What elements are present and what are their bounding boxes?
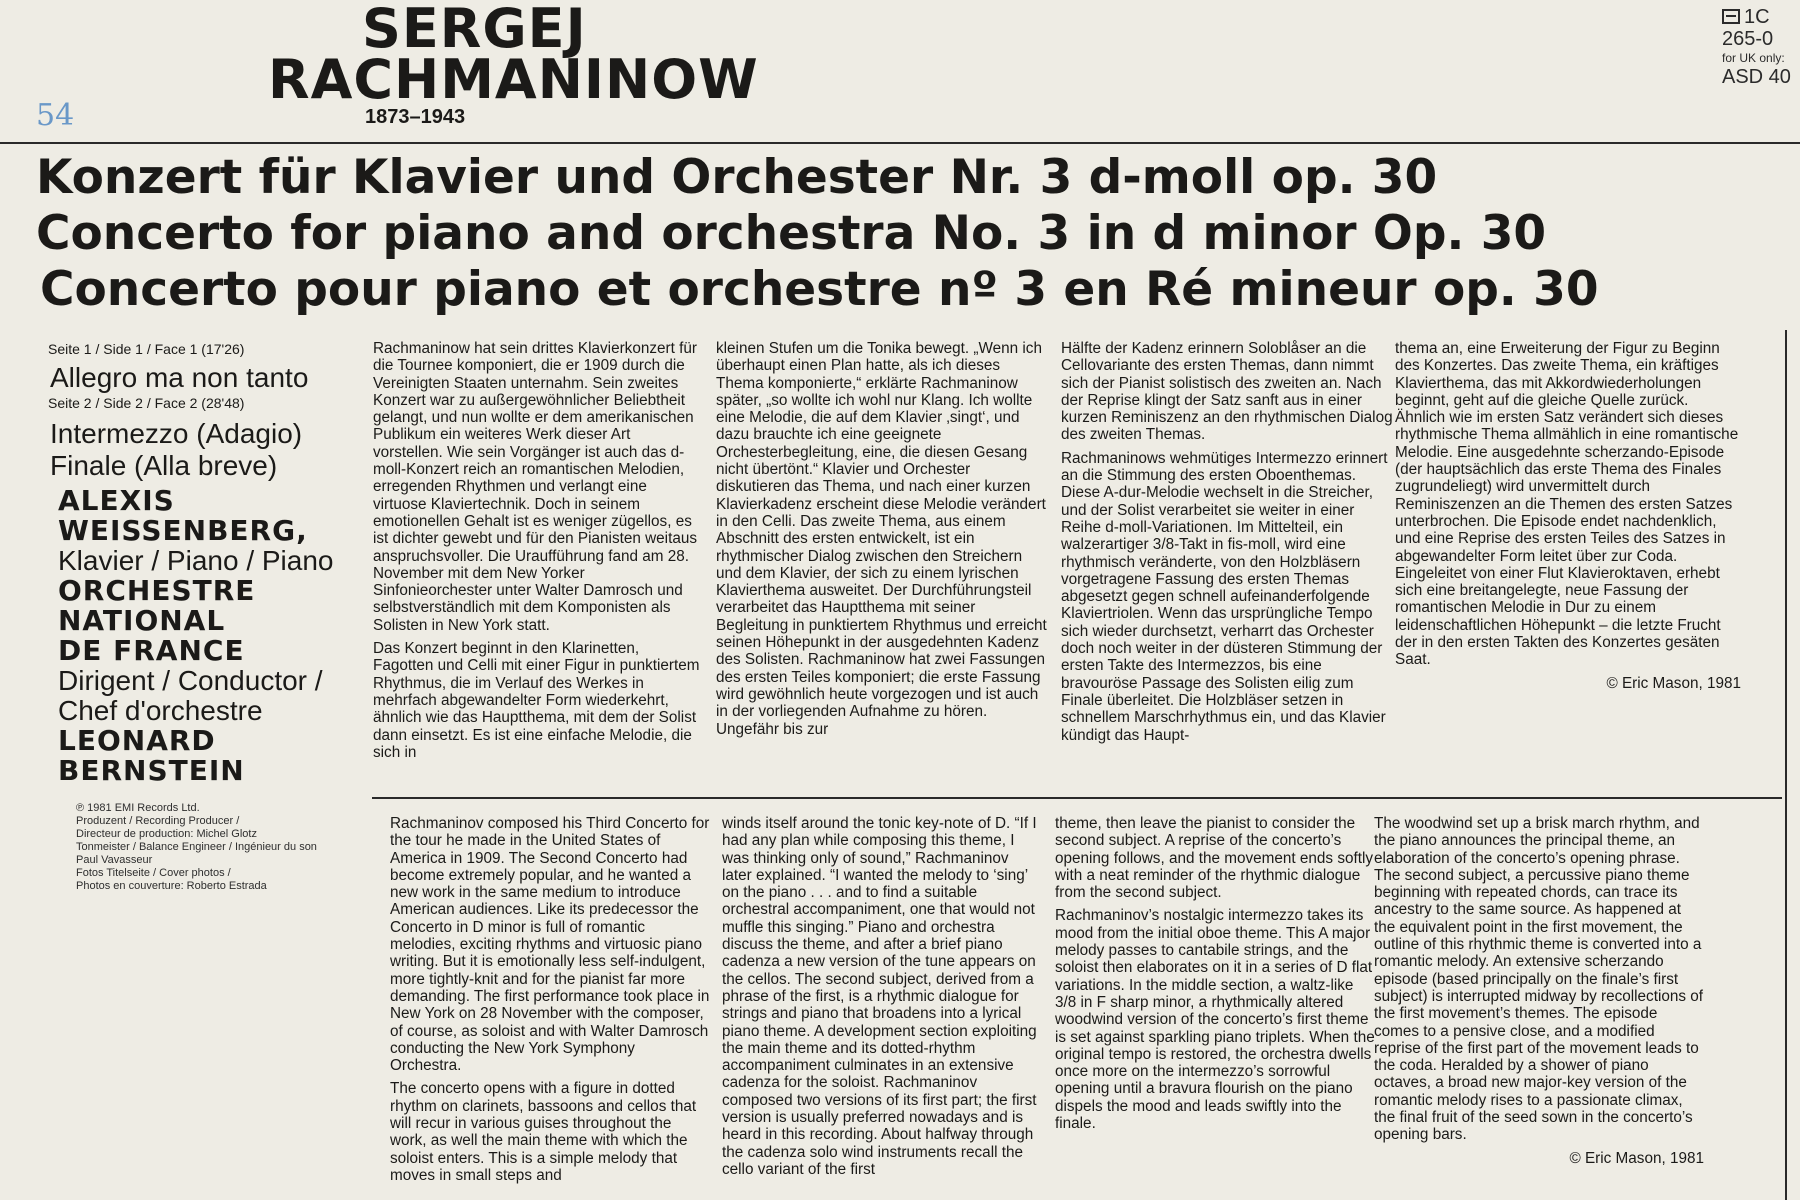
credits-column xyxy=(48,340,368,893)
english-column-3 xyxy=(1055,815,1377,1138)
conductor-last-name: BERNSTEIN xyxy=(58,754,245,787)
catalog-line xyxy=(1722,6,1800,50)
title-french: Concerto pour piano et orchestre nº 3 en Ré mineur op. 30 xyxy=(40,262,1599,317)
title-english: Concerto for piano and orchestra No. 3 in d minor Op. 30 xyxy=(36,206,1547,261)
conductor-role-1: Dirigent / Conductor / xyxy=(58,665,323,696)
orchestra-line-3: DE FRANCE xyxy=(58,634,245,667)
english-paragraph: Rachmaninov’s nostalgic intermezzo takes its mood from the initial oboe theme. This A major melody passes to cantabile strings, and the soloist then elaborates on it in a series of D flat variations. In the middle section, a waltz-like 3/8 in F sharp minor, a rhythmically altered woodwind version of the concerto’s first theme is set against sparkling piano triplets. When the original tempo is restored, the orchestra dwells once more on the intermezzo’s sorrowful opening until a bravura flourish on the piano dispels the mood and leads swiftly into the finale. xyxy=(1055,907,1375,1133)
english-paragraph: Rachmaninov composed his Third Concerto for the tour he made in the United States of America in 1909. The Second Concerto had become extremely popular, and he wanted a new work in the same medium to introduce American audiences. Like its predecessor the Concerto in D minor is full of romantic melodies, exciting rhythms and virtuosic piano writing. But it is emotionally less self-indulgent, more tightly-knit and for the pianist far more demanding. The first performance took place in New York on 28 November with the composer, of course, as soloist and with Walter Damrosch conducting the New York Symphony Orchestra. xyxy=(390,815,710,1075)
composer-first-name: SERGEJ xyxy=(362,0,587,60)
german-paragraph: Rachmaninows wehmütiges Intermezzo erinnert an die Stimmung des ersten Oboenthemas. Diese A-dur-Melodie wechselt in die Streicher, und der Solist verarbeitet sie weiter in einer Reihe d-moll-Variationen. Im Mittelteil, ein walzerartiger 3/8-Takt in fis-moll, wird eine rhythmisch veränderte, von den Holzbläsern vorgetragene Fassung des ersten Themas abgesetzt gegen schnell aufeinanderfolgende Klaviertriolen. Wenn das ursprüngliche Tempo sich wieder durchsetzt, verharrt das Orchester doch noch weiter in der düsteren Stimmung der ersten Takte des Intermezzos, bis eine bravouröse Passage des Solisten eilig zum Finale überleitet. Die Holzbläser setzen in schnellem Marschrhythmus ein, und das Klavier kündigt das Haupt- xyxy=(1061,449,1388,744)
soloist-first-name: ALEXIS xyxy=(58,484,175,517)
english-column-4 xyxy=(1374,815,1704,1173)
english-paragraph: The concerto opens with a figure in dotted rhythm on clarinets, bassoons and cellos that will recur in various guises throughout the work, as well the main theme with which the soloist enters. This is a simple melody that moves in small steps and xyxy=(390,1080,697,1184)
soloist-role: Klavier / Piano / Piano xyxy=(58,545,334,576)
orchestra-line-1: ORCHESTRE xyxy=(58,574,256,607)
german-column-2 xyxy=(716,340,1048,744)
german-paragraph: Hälfte der Kadenz erinnern Soloblåser an die Cellovariante des ersten Themas, dann nimmt sich der Pianist solistisch des zweiten an. Nach der Reprise klingt der Satz sanft aus in einer kurzen Reminiszenz an den rhythmischen Dialog des zweiten Themas. xyxy=(1061,340,1393,444)
catalog-number: 1C 265-0 xyxy=(1722,6,1774,50)
handwritten-note: 54 xyxy=(36,98,75,133)
record-format-icon xyxy=(1722,9,1740,24)
soloist-last-name: WEISSENBERG, xyxy=(58,514,308,547)
uk-catalog-number: ASD 40 xyxy=(1722,66,1791,88)
legal-line: Paul Vavasseur xyxy=(76,854,153,866)
conductor-first-name: LEONARD xyxy=(58,724,216,757)
german-paragraph: Das Konzert beginnt in den Klarinetten, Fagotten und Celli mit einer Figur in punktiertem Rhythmus, die im Verlauf des Werkes in mehrfach abgewandelter Form wiederkehrt, ähnlich wie das Hauptthema, mit dem der Solist dann einsetzt. Es ist eine einfache Melodie, die sich in xyxy=(373,640,700,761)
legal-line: Directeur de production: Michel Glotz xyxy=(76,828,257,840)
legal-line: Tonmeister / Balance Engineer / Ingénieur du son xyxy=(76,841,317,853)
english-paragraph: The woodwind set up a brisk march rhythm, and the piano announces the principal theme, an elaboration of the concerto’s opening phrase. The second subject, a percussive piano theme beginning with repeated chords, can trace its ancestry to the same source. As happened at the equivalent point in the first movement, the outline of this rhythmic theme is converted into a romantic melody. An extensive scherzando episode (based principally on the finale’s first subject) is interrupted midway by recollections of the first movement’s themes. The episode comes to a pensive close, and a modified reprise of the first part of the movement leads to the coda. Heralded by a shower of piano octaves, a broad new major-key version of the romantic melody rises to a passionate climax, the final fruit of the seed sown in the concerto’s opening bars. xyxy=(1374,815,1704,1144)
side-2-label: Seite 2 / Side 2 / Face 2 (28'48) xyxy=(48,395,245,411)
movement-3: Finale (Alla breve) xyxy=(50,450,278,481)
legal-line: Produzent / Recording Producer / xyxy=(76,815,240,827)
english-column-1 xyxy=(390,815,710,1190)
legal-line: Photos en couverture: Roberto Estrada xyxy=(76,880,267,892)
english-column-2 xyxy=(722,815,1042,1184)
divider-top xyxy=(0,142,1800,144)
english-paragraph: winds itself around the tonic key-note of D. “If I had any plan while composing this theme, I was thinking only of sound,” Rachmaninov later explained. “I wanted the melody to ‘sing’ on the piano . . . and to find a suitable orchestral accompaniment, one that would not muffle this singing.” Piano and orchestra discuss the theme, and after a brief piano cadenza a new version of the tune appears on the cellos. The second subject, derived from a phrase of the first, is a rhythmic dialogue for strings and piano that broadens into a lyrical piano theme. A development section exploiting the main theme and its dotted-rhythm accompaniment culminates in an extensive cadenza for the soloist. Rachmaninov composed two versions of its first part; the first version is usually preferred nowadays and is heard in this recording. About halfway through the cadenza solo wind instruments recall the cello variant of the first xyxy=(722,815,1037,1178)
german-column-3 xyxy=(1061,340,1393,750)
uk-note: for UK only: xyxy=(1722,51,1785,65)
german-paragraph: thema an, eine Erweiterung der Figur zu Beginn des Konzertes. Das zweite Thema, ein kräftiges Klavierthema, das mit Akkordwiederholungen beginnt, geht auf die gleiche Quelle zurück. Ähnlich wie im ersten Satz verändert sich dieses rhythmische Thema allmählich in eine romantische Melodie. Eine ausgedehnte scherzando-Episode (der hauptsächlich das erste Thema des Finales zugrundeliegt) wird unvermittelt durch Reminiszenzen an die Themen des ersten Satzes unterbrochen. Die Episode endet nachdenklich, und eine Reprise des ersten Teiles des Satzes in abgewandelter Form leitet über zur Coda. Eingeleitet von einer Flut Klavieroktaven, erhebt sich eine breitangelegte, neue Fassung der romantischen Melodie in Dur zu einem leidenschaftlichen Höhepunkt – die letzte Frucht der in den ersten Takten des Konzertes gesäten Saat. xyxy=(1395,340,1739,669)
english-paragraph: theme, then leave the pianist to consider the second subject. A reprise of the concerto’s opening follows, and the movement ends softly with a neat reminder of the rhythmic dialogue from the second subject. xyxy=(1055,815,1374,902)
divider-right xyxy=(1785,330,1787,1200)
composer-last-name: RACHMANINOW xyxy=(268,48,759,111)
title-german: Konzert für Klavier und Orchester Nr. 3 d-moll op. 30 xyxy=(36,150,1438,205)
english-signature: © Eric Mason, 1981 xyxy=(1569,1149,1704,1167)
legal-credits xyxy=(76,802,368,893)
side-1-label: Seite 1 / Side 1 / Face 1 (17'26) xyxy=(48,341,245,357)
movement-1: Allegro ma non tanto xyxy=(50,362,309,393)
german-signature: © Eric Mason, 1981 xyxy=(1606,674,1741,692)
german-column-1 xyxy=(373,340,703,767)
orchestra-line-2: NATIONAL xyxy=(58,604,226,637)
german-column-4 xyxy=(1395,340,1741,698)
movement-2: Intermezzo (Adagio) xyxy=(50,418,303,449)
composer-dates: 1873–1943 xyxy=(365,106,466,128)
catalog-block xyxy=(1722,6,1800,88)
legal-line: Fotos Titelseite / Cover photos / xyxy=(76,867,231,879)
conductor-role-2: Chef d'orchestre xyxy=(58,695,263,726)
german-paragraph: Rachmaninow hat sein drittes Klavierkonzert für die Tournee komponiert, die er 1909 durch die Vereinigten Staaten unternahm. Sein zweites Konzert war zu außergewöhnlicher Beliebtheit gelangt, und nun wollte er dem amerikanischen Publikum ein weiteres Werk dieser Art vorstellen. Wie sein Vorgänger ist auch das d-moll-Konzert reich an romantischen Melodien, erregenden Rhythmen und verlangt eine virtuose Klaviertechnik. Doch in seinem emotionellen Gehalt ist es weniger zügellos, es ist dichter gewebt und für den Pianisten weitaus anspruchsvoller. Die Uraufführung fand am 28. November mit dem New Yorker Sinfonieorchester unter Walter Damrosch und selbstverständlich mit dem Komponisten als Solisten in New York statt. xyxy=(373,340,697,634)
divider-middle xyxy=(372,797,1782,799)
german-paragraph: kleinen Stufen um die Tonika bewegt. „Wenn ich überhaupt einen Plan hatte, als ich dieses Thema komponierte,“ erklärte Rachmaninow später, „so wollte ich wohl nur Klang. Ich wollte eine Melodie, die auf dem Klavier ‚singt‘, und dazu brauchte ich eine geeignete Orchesterbegleitung, eine, die diesen Gesang nicht übertönt.“ Klavier und Orchester diskutieren das Thema, und nach einer kurzen Klavierkadenz erscheint diese Melodie verändert in den Celli. Das zweite Thema, aus einem Abschnitt des ersten entwickelt, ist ein rhythmischer Dialog zwischen den Streichern und dem Klavier, der sich zu einem lyrischen Klavierthema ausweitet. Der Durchführungsteil verarbeitet das Hauptthema mit seiner Begleitung in punktiertem Rhythmus und erreicht seinen Höhepunkt in der ausgedehnten Kadenz des Solisten. Rachmaninow hat zwei Fassungen des ersten Teiles komponiert; die erste Fassung wird gewöhnlich heute vorgezogen und ist auch in der vorliegenden Aufnahme zu hören. Ungefähr bis zur xyxy=(716,340,1047,738)
legal-line: ℗ 1981 EMI Records Ltd. xyxy=(76,802,200,814)
